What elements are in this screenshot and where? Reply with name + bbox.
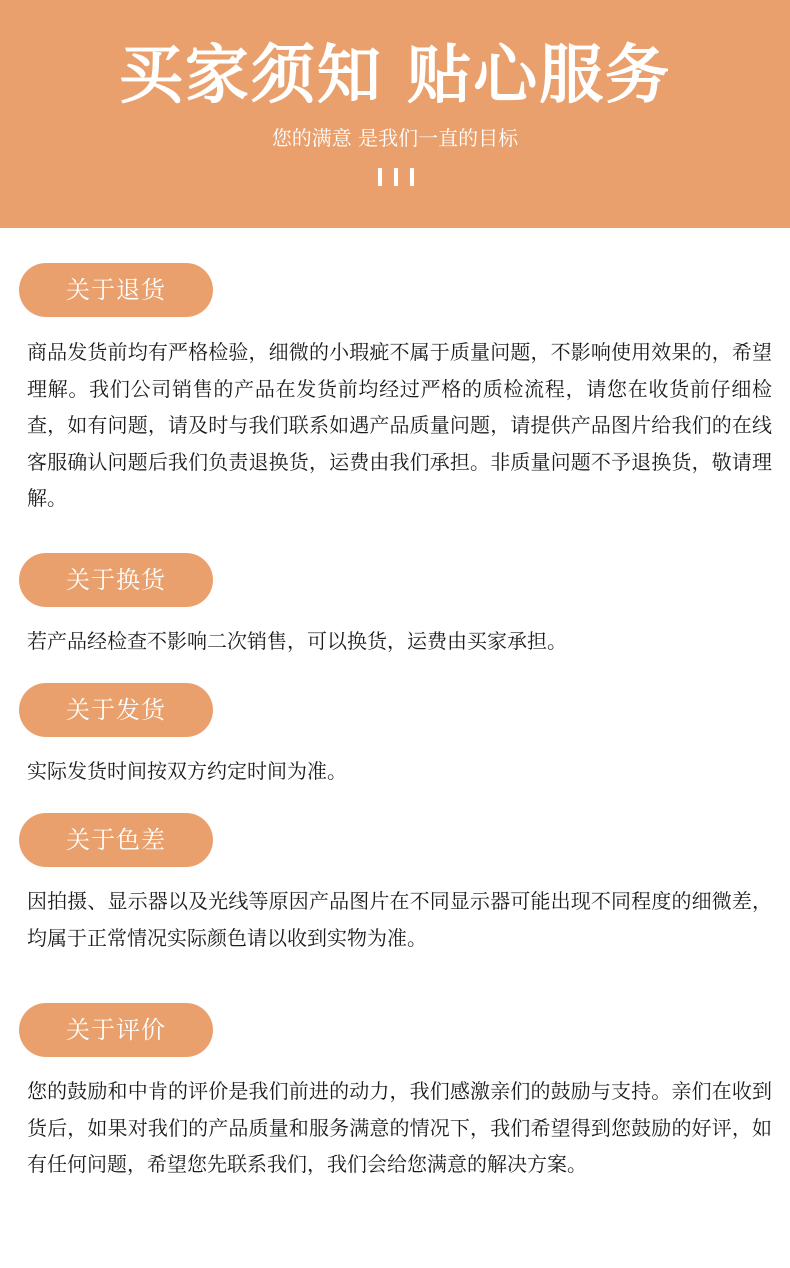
section-heading-shipping: 关于发货 [19, 683, 213, 737]
three-vertical-bars-icon [376, 168, 416, 186]
header-banner [0, 0, 790, 228]
page-subtitle: 您的满意 是我们一直的目标 [271, 126, 519, 150]
section-heading-color-difference: 关于色差 [19, 813, 213, 867]
section-heading-exchange: 关于换货 [19, 553, 213, 607]
page-title: 买家须知 贴心服务 [118, 39, 672, 113]
section-text-color-difference: 因拍摄、显示器以及光线等原因产品图片在不同显示器可能出现不同程度的细微差，均属于正常情况实际颜色请以收到实物为准。 [27, 889, 772, 950]
section-heading-returns: 关于退货 [19, 263, 213, 317]
section-text-exchange: 若产品经检查不影响二次销售，可以换货，运费由买家承担。 [27, 629, 567, 653]
section-text-returns: 商品发货前均有严格检验，细微的小瑕疵不属于质量问题，不影响使用效果的，希望理解。我们公司销售的产品在发货前均经过严格的质检流程，请您在收货前仔细检查，如有问题，请及时与我们联系如遇产品质量问题，请提供产品图片给我们的在线客服确认问题后我们负责退换货，运费由我们承担。非质量问题不予退换货，敬请理解。 [27, 340, 772, 510]
section-text-reviews: 您的鼓励和中肯的评价是我们前进的动力，我们感激亲们的鼓励与支持。亲们在收到货后，如果对我们的产品质量和服务满意的情况下，我们希望得到您鼓励的好评，如有任何问题，希望您先联系我们，我们会给您满意的解决方案。 [27, 1079, 772, 1176]
section-text-shipping: 实际发货时间按双方约定时间为准。 [27, 759, 347, 783]
section-heading-reviews: 关于评价 [19, 1003, 213, 1057]
